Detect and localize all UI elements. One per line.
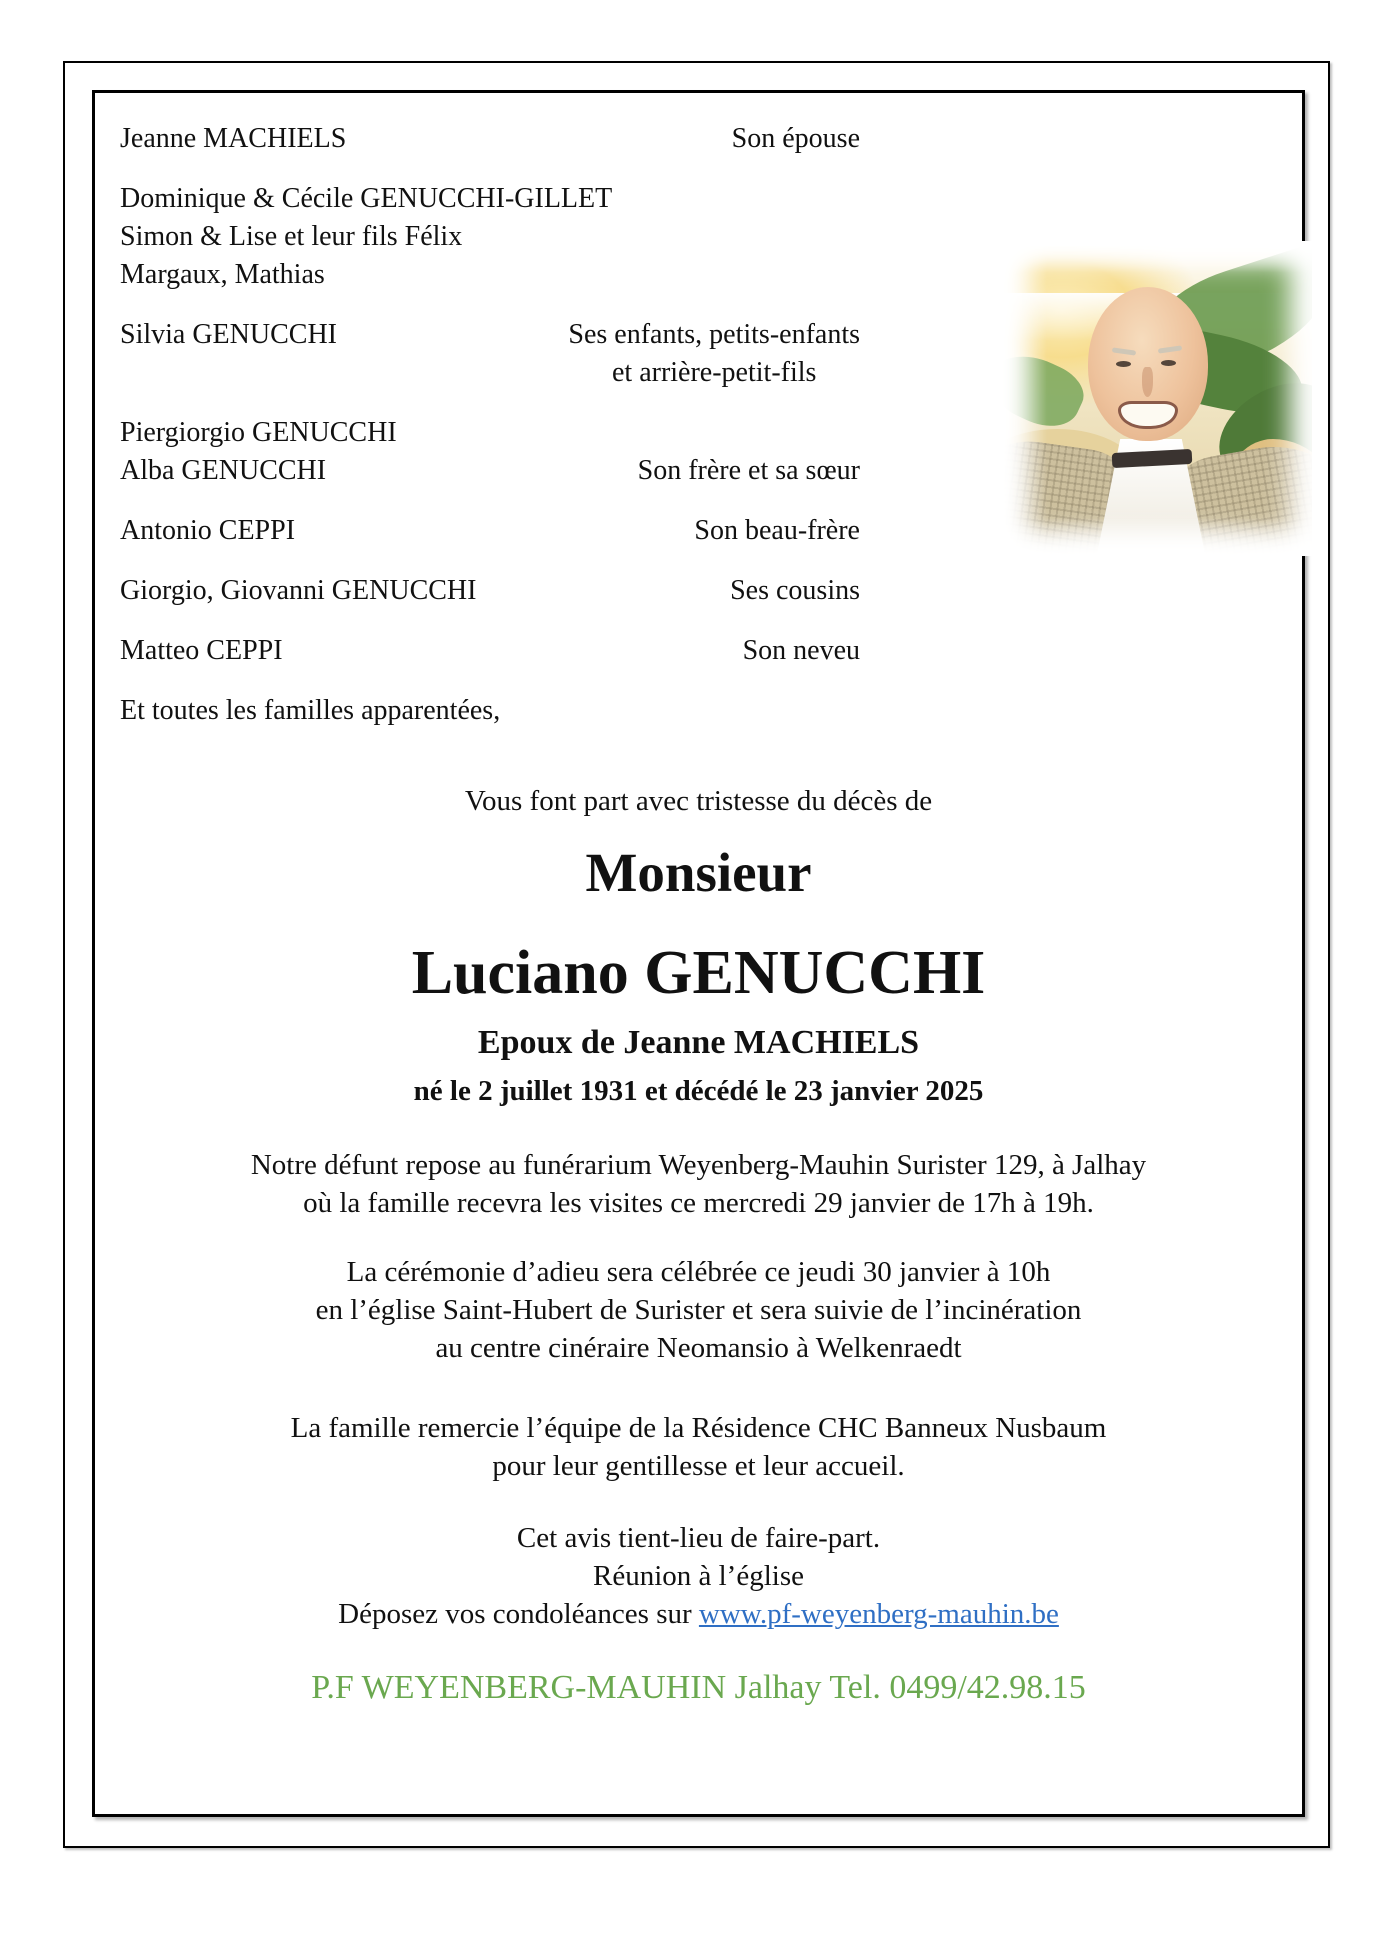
- thanks-line: pour leur gentillesse et leur accueil.: [492, 1450, 905, 1482]
- condolences-line: [120, 1595, 1277, 1633]
- thanks-paragraph: [120, 1409, 1277, 1485]
- announcement-content: [95, 93, 1302, 1814]
- family-row-cousins: [120, 572, 1277, 610]
- condolences-link[interactable]: www.pf-weyenberg-mauhin.be: [698, 1598, 1059, 1630]
- funeral-home-line: P.F WEYENBERG-MAUHIN Jalhay Tel. 0499/42.98.15: [311, 1669, 1086, 1706]
- portrait-photo: [1000, 241, 1312, 556]
- birth-death-line: né le 2 juillet 1931 et décédé le 23 janvier 2025: [413, 1075, 984, 1107]
- notice-paragraph: [120, 1519, 1277, 1633]
- ceremony-paragraph: [120, 1253, 1277, 1367]
- repose-line: Notre défunt repose au funérarium Weyenberg-Mauhin Surister 129, à Jalhay: [250, 1149, 1147, 1181]
- closing-line: Et toutes les familles apparentées,: [120, 695, 501, 726]
- notice-line: Cet avis tient-lieu de faire-part.: [516, 1522, 881, 1554]
- relation-label: Ses cousins: [730, 575, 860, 606]
- deceased-name: Luciano GENUCCHI: [411, 939, 986, 1007]
- relation-label: Son beau-frère: [694, 515, 860, 546]
- family-name: Jeanne MACHIELS: [120, 123, 347, 154]
- notice-line: Réunion à l’église: [592, 1560, 804, 1592]
- announcement-block: [120, 782, 1277, 1710]
- relation-line: et arrière-petit-fils: [611, 357, 817, 388]
- family-row-spouse: [120, 120, 1277, 158]
- ceremony-line: en l’église Saint-Hubert de Surister et sera suivie de l’incinération: [315, 1294, 1082, 1326]
- family-name: Alba GENUCCHI: [120, 455, 327, 486]
- relation-line: Ses enfants, petits-enfants: [568, 319, 860, 350]
- condolences-prefix: Déposez vos condoléances sur: [338, 1598, 699, 1630]
- photo-fade-edge: [1000, 241, 1312, 556]
- family-name: Silvia GENUCCHI: [120, 319, 337, 350]
- family-name: Giorgio, Giovanni GENUCCHI: [120, 575, 477, 606]
- relation-label: [120, 316, 860, 392]
- relation-label: Son épouse: [731, 123, 860, 154]
- ceremony-line: au centre cinéraire Neomansio à Welkenraedt: [435, 1332, 962, 1364]
- civility-title: Monsieur: [585, 842, 812, 903]
- family-row-nephew: [120, 632, 1277, 670]
- family-name: Margaux, Mathias: [120, 259, 325, 290]
- inner-border: [92, 90, 1305, 1817]
- family-name: Simon & Lise et leur fils Félix: [120, 221, 463, 252]
- family-name: Dominique & Cécile GENUCCHI-GILLET: [120, 183, 613, 214]
- announcement-line: Vous font part avec tristesse du décès de: [464, 785, 933, 817]
- relation-label: Son frère et sa sœur: [637, 455, 860, 486]
- spouse-line: Epoux de Jeanne MACHIELS: [477, 1024, 920, 1061]
- family-name: Piergiorgio GENUCCHI: [120, 417, 397, 448]
- family-name: Antonio CEPPI: [120, 515, 296, 546]
- relation-label: Son neveu: [742, 635, 860, 666]
- thanks-line: La famille remercie l’équipe de la Résidence CHC Banneux Nusbaum: [290, 1412, 1107, 1444]
- family-name: Matteo CEPPI: [120, 635, 283, 666]
- repose-paragraph: [120, 1146, 1277, 1222]
- repose-line: où la famille recevra les visites ce mercredi 29 janvier de 17h à 19h.: [303, 1187, 1094, 1219]
- ceremony-line: La cérémonie d’adieu sera célébrée ce jeudi 30 janvier à 10h: [346, 1256, 1051, 1288]
